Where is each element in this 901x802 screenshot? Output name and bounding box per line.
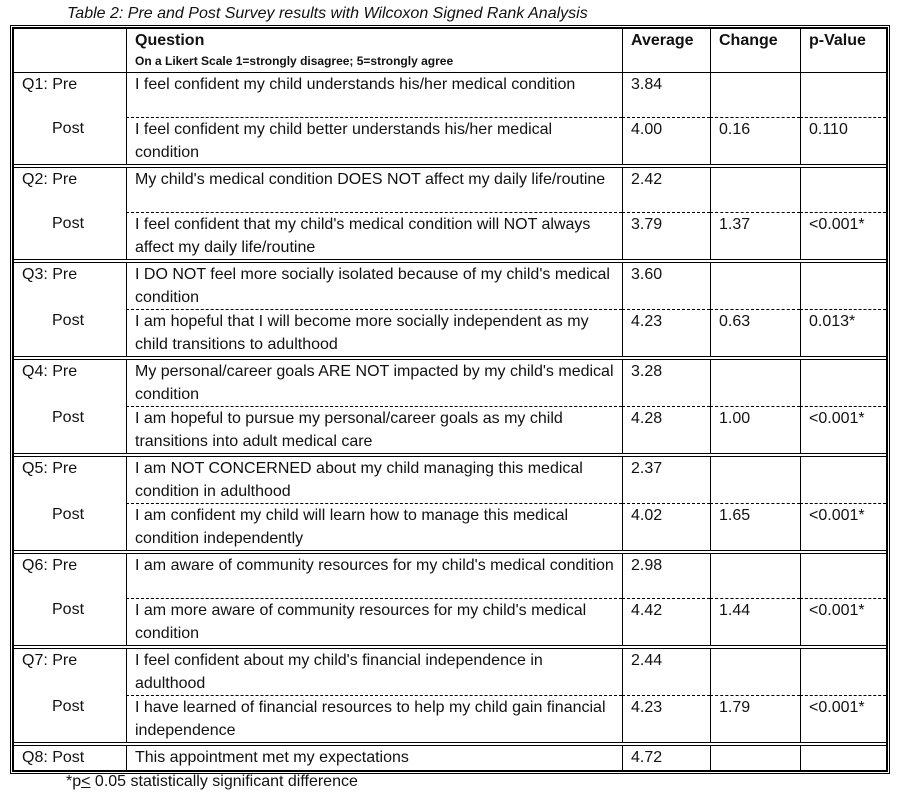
cell-question: I am more aware of community resources for my child's medical condition — [126, 598, 622, 645]
table-row — [14, 746, 886, 770]
table-row — [14, 168, 886, 212]
cell-pvalue: <0.001* — [800, 695, 886, 742]
table-row — [14, 598, 886, 645]
cell-label: Q7: Pre — [22, 652, 78, 669]
cell-pvalue — [800, 263, 886, 309]
table-header-row — [14, 29, 886, 73]
cell-change — [710, 73, 800, 117]
cell-average: 4.00 — [622, 117, 710, 164]
footnote — [66, 773, 358, 791]
cell-question: I am confident my child will learn how to manage this medical condition independently — [126, 503, 622, 550]
cell-question: I feel confident my child better understands his/her medical condition — [126, 117, 622, 164]
table-row — [14, 554, 886, 598]
question-group — [14, 453, 886, 550]
table-row — [14, 406, 886, 453]
cell-change — [710, 360, 800, 406]
table-row — [14, 73, 886, 117]
cell-pvalue — [800, 746, 886, 770]
cell-change — [710, 263, 800, 309]
cell-average: 4.28 — [622, 406, 710, 453]
question-group — [14, 550, 886, 645]
cell-question: I feel confident that my child's medical condition will NOT always affect my daily life/routine — [126, 212, 622, 259]
cell-label: Q4: Pre — [22, 363, 78, 380]
cell-change — [710, 746, 800, 770]
cell-question: My child's medical condition DOES NOT affect my daily life/routine — [126, 168, 622, 212]
cell-pvalue — [800, 554, 886, 598]
cell-question: I am hopeful that I will become more socially independent as my child transitions to adulthood — [126, 309, 622, 356]
table-caption: Table 2: Pre and Post Survey results with Wilcoxon Signed Rank Analysis — [67, 5, 588, 22]
cell-label: Post — [52, 698, 85, 715]
table-row — [14, 117, 886, 164]
header-question-subtitle: On a Likert Scale 1=strongly disagree; 5=strongly agree — [135, 53, 454, 68]
cell-change: 1.00 — [710, 406, 800, 453]
cell-pvalue: 0.013* — [800, 309, 886, 356]
cell-change: 1.65 — [710, 503, 800, 550]
header-pvalue: p-Value — [800, 29, 886, 72]
table-row — [14, 263, 886, 309]
question-group — [14, 164, 886, 259]
cell-label: Q2: Pre — [22, 171, 78, 188]
table-row — [14, 212, 886, 259]
header-question — [126, 29, 622, 72]
cell-average: 2.98 — [622, 554, 710, 598]
cell-change: 1.44 — [710, 598, 800, 645]
footnote-prefix: *p — [66, 773, 82, 790]
cell-average: 3.84 — [622, 73, 710, 117]
cell-change: 0.16 — [710, 117, 800, 164]
cell-pvalue — [800, 360, 886, 406]
table-row — [14, 649, 886, 695]
cell-change — [710, 168, 800, 212]
cell-question: I have learned of financial resources to help my child gain financial independence — [126, 695, 622, 742]
cell-average: 4.72 — [622, 746, 710, 770]
cell-average: 4.02 — [622, 503, 710, 550]
cell-pvalue: <0.001* — [800, 598, 886, 645]
cell-label: Q5: Pre — [22, 460, 78, 477]
cell-label: Post — [52, 215, 85, 232]
table-row — [14, 360, 886, 406]
cell-question: This appointment met my expectations — [126, 746, 622, 770]
cell-label: Post — [52, 120, 85, 137]
cell-question: My personal/career goals ARE NOT impacted by my child's medical condition — [126, 360, 622, 406]
cell-label: Post — [52, 506, 85, 523]
cell-average: 4.42 — [622, 598, 710, 645]
table-row — [14, 695, 886, 742]
cell-pvalue: <0.001* — [800, 406, 886, 453]
question-group — [14, 742, 886, 770]
cell-question: I am NOT CONCERNED about my child managing this medical condition in adulthood — [126, 457, 622, 503]
cell-question: I am hopeful to pursue my personal/career goals as my child transitions into adult medical care — [126, 406, 622, 453]
cell-change: 0.63 — [710, 309, 800, 356]
cell-pvalue — [800, 457, 886, 503]
cell-pvalue: 0.110 — [800, 117, 886, 164]
cell-label: Q6: Pre — [22, 557, 78, 574]
cell-question: I feel confident my child understands his/her medical condition — [126, 73, 622, 117]
cell-change — [710, 554, 800, 598]
cell-average: 3.79 — [622, 212, 710, 259]
footnote-symbol: < — [81, 773, 91, 790]
question-group — [14, 259, 886, 356]
table-row — [14, 503, 886, 550]
header-change: Change — [710, 29, 800, 72]
header-average: Average — [622, 29, 710, 72]
table-row — [14, 457, 886, 503]
question-group — [14, 645, 886, 742]
question-group — [14, 73, 886, 164]
cell-question: I am aware of community resources for my child's medical condition — [126, 554, 622, 598]
cell-change: 1.79 — [710, 695, 800, 742]
cell-pvalue: <0.001* — [800, 212, 886, 259]
cell-average: 2.44 — [622, 649, 710, 695]
cell-question: I DO NOT feel more socially isolated because of my child's medical condition — [126, 263, 622, 309]
header-question-title: Question — [135, 32, 205, 49]
cell-pvalue — [800, 73, 886, 117]
table-row — [14, 309, 886, 356]
cell-average: 4.23 — [622, 309, 710, 356]
cell-label: Q1: Pre — [22, 76, 78, 93]
cell-average: 3.60 — [622, 263, 710, 309]
cell-label: Post — [52, 601, 85, 618]
cell-label: Post — [52, 312, 85, 329]
cell-label: Post — [52, 409, 85, 426]
cell-label: Q3: Pre — [22, 266, 78, 283]
cell-pvalue: <0.001* — [800, 503, 886, 550]
cell-pvalue — [800, 168, 886, 212]
cell-change: 1.37 — [710, 212, 800, 259]
survey-results-table — [12, 27, 888, 772]
cell-average: 3.28 — [622, 360, 710, 406]
header-label — [14, 29, 126, 72]
cell-change — [710, 649, 800, 695]
cell-change — [710, 457, 800, 503]
cell-question: I feel confident about my child's financial independence in adulthood — [126, 649, 622, 695]
question-group — [14, 356, 886, 453]
cell-average: 4.23 — [622, 695, 710, 742]
cell-label: Q8: Post — [22, 749, 85, 766]
cell-pvalue — [800, 649, 886, 695]
cell-average: 2.42 — [622, 168, 710, 212]
cell-average: 2.37 — [622, 457, 710, 503]
footnote-text: 0.05 statistically significant difference — [90, 773, 358, 790]
